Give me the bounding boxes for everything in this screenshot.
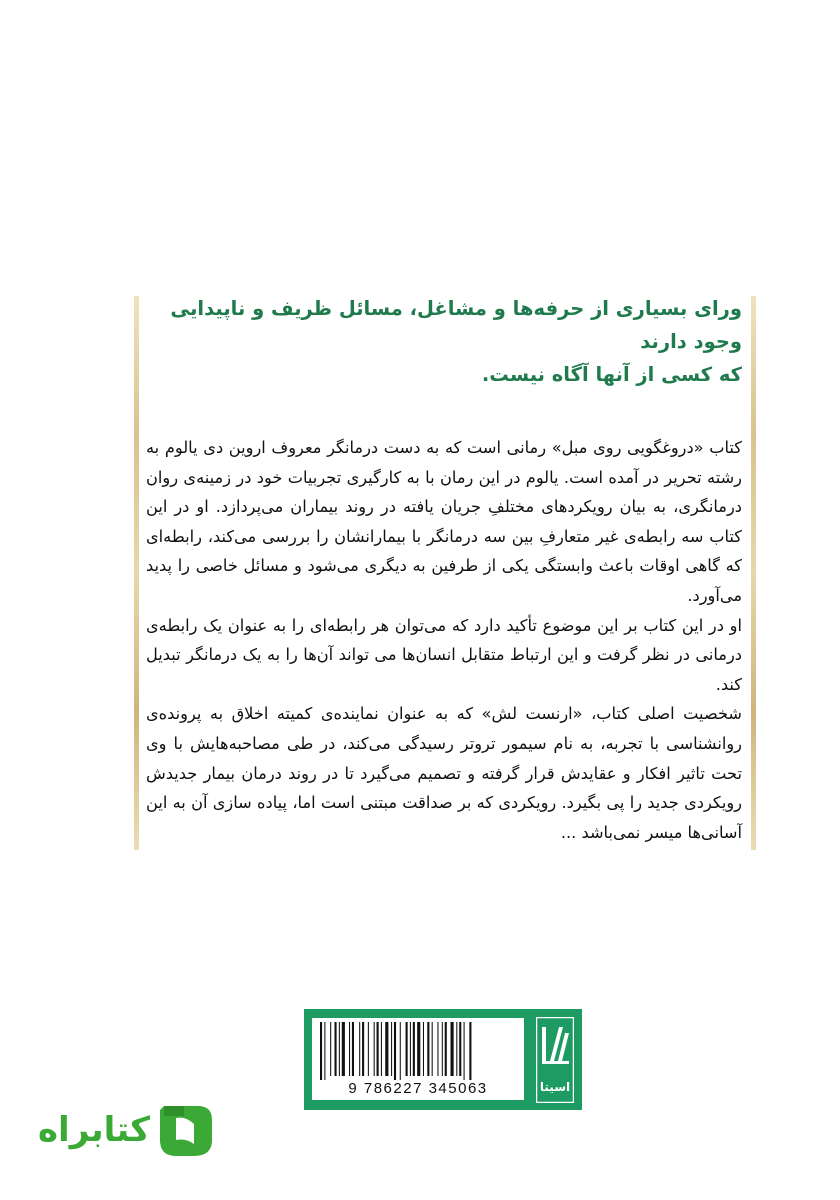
barcode-bar xyxy=(442,1022,443,1076)
barcode-bar xyxy=(368,1022,369,1076)
barcode-bar xyxy=(427,1022,429,1076)
barcode-bar xyxy=(362,1022,364,1076)
barcode-bar xyxy=(459,1022,461,1076)
blurb-headline: ورای بسیاری از حرفه‌ها و مشاغل، مسائل ظریف و ناپیدایی وجود دارند که کسی از آنها آگاه نیست. xyxy=(170,297,742,386)
barcode-bar xyxy=(423,1022,424,1076)
barcode-bar xyxy=(413,1022,415,1076)
barcode-bar xyxy=(445,1022,447,1076)
blurb-paragraph: او در این کتاب بر این موضوع تأکید دارد که می‌توان هر رابطه‌ای را به عنوان یک رابطه‌ی درمانی در نظر گرفت و این ارتباط متقابل انسان‌ها می تواند آن‌ها را به یک درمانگر تبدیل کند. xyxy=(146,615,742,694)
publisher-name: اسیتا xyxy=(539,1080,571,1094)
barcode-bar xyxy=(469,1022,471,1080)
barcode-bar xyxy=(437,1022,438,1076)
right-decorative-border xyxy=(751,296,756,850)
barcode-bar xyxy=(410,1022,411,1076)
barcode-bar xyxy=(349,1022,350,1076)
barcode-bar xyxy=(374,1022,375,1076)
barcode-bar xyxy=(451,1022,454,1076)
barcode-bar xyxy=(342,1022,345,1076)
ketabrah-watermark xyxy=(36,1100,224,1162)
barcode-bar xyxy=(324,1022,325,1080)
barcode-bar xyxy=(400,1022,401,1080)
blurb-paragraph: شخصیت اصلی کتاب، «ارنست لش» که به عنوان نماینده‌ی کمیته اخلاق به پرونده‌ی روانشناسی با تجربه، به نام سیمور تروتر رسیدگی می‌کند، در طی مصاحبه‌هایش با وی تحت تاثیر افکار و عقایدش قرار گرفته و تصمیم می‌گیرد تا در روند درمان بیمار جدیدش رویکردی جدید را پی بگیرد. رویکردی که بر صداقت مبتنی است اما، پیاده سازی آن به این آسانی‌ها میسر نمی‌باشد ... xyxy=(146,704,742,842)
barcode-icon xyxy=(318,1022,518,1080)
barcode-bar xyxy=(381,1022,382,1076)
ketabrah-wordmark: کتابراه xyxy=(37,1110,151,1150)
barcode-panel xyxy=(312,1018,524,1100)
barcode-bar xyxy=(385,1022,388,1076)
barcode-bar xyxy=(391,1022,392,1076)
blurb-text-block xyxy=(146,292,742,847)
barcode-bar xyxy=(352,1022,354,1076)
barcode-bar xyxy=(432,1022,433,1076)
publisher-logo-icon xyxy=(536,1017,574,1103)
barcode-bar xyxy=(330,1022,331,1076)
isbn-barcode-box xyxy=(304,1009,582,1110)
barcode-bar xyxy=(320,1022,322,1080)
barcode-bar xyxy=(377,1022,379,1076)
barcode-bar xyxy=(359,1022,360,1076)
barcode-bar xyxy=(417,1022,420,1076)
barcode-bar xyxy=(339,1022,340,1076)
barcode-bar xyxy=(464,1022,465,1080)
barcode-bar xyxy=(394,1022,396,1080)
barcode-bar xyxy=(335,1022,337,1076)
isbn-number: 9 786227 345063 xyxy=(348,1080,488,1097)
barcode-bar xyxy=(456,1022,457,1076)
left-decorative-border xyxy=(134,296,139,850)
publisher-wordmark xyxy=(540,1080,570,1094)
ketabrah-book-icon xyxy=(154,1100,220,1162)
barcode-bar xyxy=(406,1022,408,1076)
blurb-paragraph: کتاب «دروغگویی روی مبل» رمانی است که به دست درمانگر معروف اروین دی یالوم به رشته تحریر در آمده است. یالوم در این رمان با به کارگیری تجربیات خود در زمینه‌ی روان درمانگری، به بیان رویکردهای مختلفِ جریان یافته در روند بیماران می‌پردازد. او در این کتاب سه رابطه‌ی غیر متعارفِ بین سه درمانگر با بیمارانشان را بررسی می‌کند، رابطه‌ای که گاهی اوقات باعث وابستگی یکی از طرفین به دیگری می‌شود و مسائل خاصی را پدید می‌آورد. xyxy=(146,438,742,605)
blurb-body xyxy=(146,433,742,847)
